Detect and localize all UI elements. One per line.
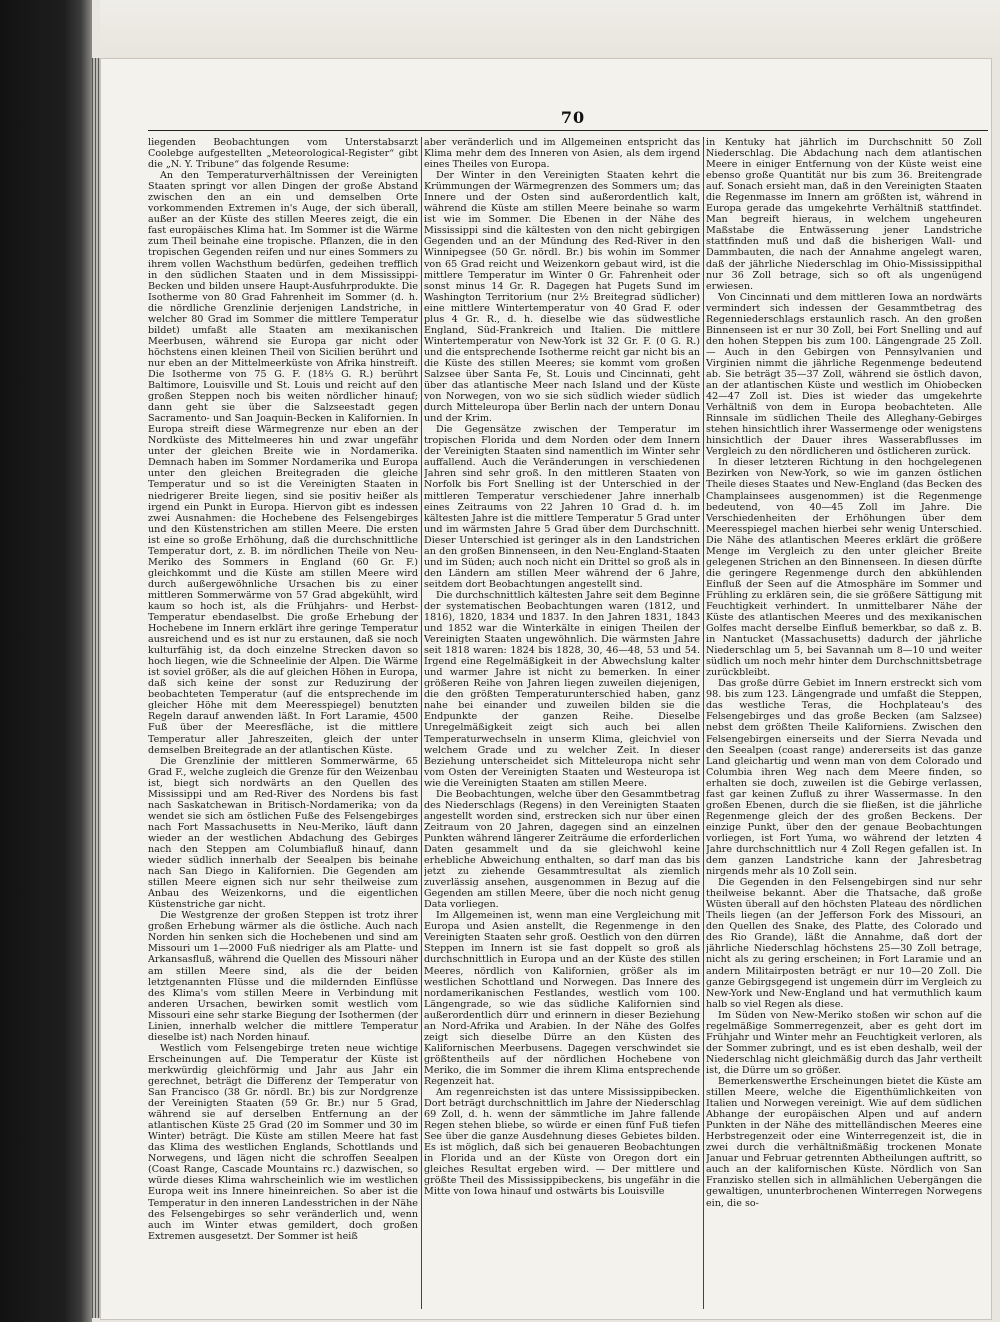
page-top-edge <box>100 0 1000 58</box>
column-divider <box>421 137 422 1309</box>
adjacent-page-edge <box>990 132 1000 1232</box>
paragraph: Das große dürre Gebiet im Innern erstreckt sich vom 98. bis zum 123. Längengrade und umfaßt die Steppen, das westliche Teras, die Hochplateau's des Felsengebirges und das große Becken (am Salzsee) nebst dem größten Theile Kaliforniens. Zwischen den Felsengebirgen einerseits und der Sierra Nevada und den Seealpen (coast range) andererseits ist das ganze Land gleichartig und wenn man von dem Colorado und Columbia ihren Weg nach dem Meere finden, so erhalten sie doch, zuweilen ist die Gebirge verlassen, fast gar keinen Zufluß zu ihrer Wassermasse. In den großen Ebenen, durch die sie fließen, ist die jährliche Regenmenge gleich der des großen Beckens. Der einzige Punkt, über den der genaue Beobachtungen vorliegen, ist Fort Yuma, wo während der letzten 4 Jahre durchschnittlich nur 4 Zoll Regen gefallen ist. In dem ganzen Landstriche kann der Jahresbetrag nirgends mehr als 10 Zoll sein. <box>706 678 982 878</box>
header-rule <box>148 130 988 131</box>
page-number: 70 <box>560 108 586 127</box>
book-binding <box>0 0 92 1322</box>
paragraph: Die Gegensätze zwischen der Temperatur im tropischen Florida und dem Norden oder dem Innern der Vereinigten Staaten sind namentlich im Winter sehr auffallend. Auch die Veränderungen in verschiedenen Jahren sind sehr groß. In den mittleren Staaten von Norfolk bis Fort Snelling ist der Unterschied in der mittleren Temperatur verschiedener Jahre innerhalb eines Zeitraums von 22 Jahren 10 Grad d. h. im kältesten Jahre ist die mittlere Temperatur 5 Grad unter und im wärmsten Jahre 5 Grad über dem Durchschnitt. Dieser Unterschied ist geringer als in den Landstrichen an den großen Binnenseen, in den Neu-England-Staaten und im Süden; auch noch nicht ein Drittel so groß als in den Ländern am stillen Meer während der 6 Jahre, seitdem dort Beobachtungen angestellt sind. <box>424 424 700 590</box>
paragraph: Die durchschnittlich kältesten Jahre seit dem Beginne der systematischen Beobachtungen waren (1812, und 1816), 1820, 1834 und 1837. In den Jahren 1831, 1843 und 1852 war die Winterkälte in einigen Theilen der Vereinigten Staaten ungewöhnlich. Die wärmsten Jahre seit 1818 waren: 1824 bis 1828, 30, 46—48, 53 und 54. Irgend eine Regelmäßigkeit in der Abwechslung kalter und warmer Jahre ist nicht zu bemerken. In einer größeren Reihe von Jahren liegen zuweilen diejenigen, die den größten Temperaturunterschied haben, ganz nahe bei einander und zuweilen bilden sie die Endpunkte der ganzen Reihe. Dieselbe Unregelmäßigkeit zeigt sich auch bei allen Temperaturwechseln in unserm Klima, gleichviel von welchem Grade und zu welcher Zeit. In dieser Beziehung unterscheidet sich Mitteleuropa nicht sehr vom Osten der Vereinigten Staaten und Westeuropa ist wie die Vereinigten Staaten am stillen Meere. <box>424 589 700 789</box>
text-column-2 <box>424 137 700 1317</box>
text-column-3 <box>706 137 982 1317</box>
paragraph: Westlich vom Felsengebirge treten neue wichtige Erscheinungen auf. Die Temperatur der Küste ist merkwürdig gleichförmig und Jahr aus Jahr ein gerechnet, beträgt die Differenz der Temperatur von San Francisco (38 Gr. nördl. Br.) bis zur Nordgrenze der Vereinigten Staaten (59 Gr. Br.) nur 5 Grad, während sie auf derselben Entfernung an der atlantischen Küste 25 Grad (20 im Sommer und 30 im Winter) beträgt. Die Küste am stillen Meere hat fast das Klima des westlichen Englands, Schottlands und Norwegens, und lägen nicht die schroffen Seealpen (Coast Range, Cascade Mountains rc.) dazwischen, so würde dieses Klima wahrscheinlich wie im westlichen Europa weit ins Innere hineinreichen. So aber ist die Temperatur in den inneren Landesstrichen in der Nähe des Felsengebirges so sehr veränderlich und, wenn auch im Winter etwas gemildert, doch großen Extremen ausgesetzt. Der Sommer ist heiß <box>148 1042 418 1242</box>
paragraph: In dieser letzteren Richtung in den hochgelegenen Bezirken von New-York, so wie im ganzen östlichen Theile dieses Staates und New-England (das Becken des Champlainsees ausgenommen) ist die Regenmenge bedeutend, von 40—45 Zoll im Jahre. Die Verschiedenheiten der Erhöhungen über dem Meeresspiegel machen hierbei sehr wenig Unterschied. Die Nähe des atlantischen Meeres erklärt die größere Menge im Vergleich zu den unter gleicher Breite gelegenen Strichen an den Binnenseen. In diesen dürfte die geringere Regenmenge durch den abkühlenden Einfluß der Seen auf die Atmosphäre im Sommer und Frühling zu erklären sein, die sie größere Sättigung mit Feuchtigkeit verhindert. In unmittelbarer Nähe der Küste des atlantischen Meeres und des mexikanischen Golfes macht derselbe Einfluß bemerkbar, so daß z. B. in Nantucket (Massachusetts) dadurch der jährliche Niederschlag um 5, bei Savannah um 8—10 und weiter südlich um noch mehr hinter dem Durchschnittsbetrage zurückbleibt. <box>706 457 982 679</box>
paragraph: Bemerkenswerthe Erscheinungen bietet die Küste am stillen Meere, welche die Eigenthümlichkeiten von Italien und Norwegen vereinigt. Wie auf dem südlichen Abhange der europäischen Alpen und auf andern Punkten in der Nähe des mittelländischen Meeres eine Herbstregenzeit oder eine Winterregenzeit ist, die in zwei durch die verhältnißmäßig trockenen Monate Januar und Februar getrennten Abtheilungen auftritt, so auch an der kalifornischen Küste. Nördlich von San Franzisko stellen sich in allmählichen Uebergängen die gewaltigen, ununterbrochenen Winterregen Norwegens ein, die so- <box>706 1075 982 1209</box>
paragraph: Von Cincinnati und dem mittleren Iowa an nordwärts vermindert sich indessen der Gesammtbetrag des Regenniederschlags erstaunlich rasch. An den großen Binnenseen ist er nur 30 Zoll, bei Fort Snelling und auf den hohen Steppen bis zum 100. Längengrade 25 Zoll. — Auch in den Gebirgen von Pennsylvanien und Virginien nimmt die jährliche Regenmenge bedeutend ab. Sie beträgt 35—37 Zoll, während sie östlich davon, an der atlantischen Küste und westlich im Ohiobecken 42—47 Zoll ist. Dies ist wieder das umgekehrte Verhältniß von dem in Europa beobachteten. Alle Rinnsale im südlichen Theile des Alleghany-Gebirges stehen hinsichtlich ihrer Wassermenge oder wenigstens hinsichtlich der Dauer ihres Wasserabflusses im Vergleich zu den nördlicheren und östlicheren zurück. <box>706 291 982 458</box>
page-gutter <box>92 58 100 1318</box>
paragraph: in Kentuky hat jährlich im Durchschnitt 50 Zoll Niederschlag. Die Abdachung nach dem atlantischen Meere in einiger Entfernung von der Küste weist eine ebenso große Quantität nur bis zum 36. Breitengrade auf. Sonach ersieht man, daß in den Vereinigten Staaten die Regenmasse im Innern am größten ist, während in Europa gerade das umgekehrte Verhältniß stattfindet. Man begreift hieraus, in welchem ungeheuren Maßstabe die Entwässerung jener Landstriche stattfinden muß und daß die bisherigen Wall- und Dammbauten, die nach der Annahme angelegt waren, daß der jährliche Niederschlag im Ohio-Mississippithal nur 36 Zoll betrage, sich so oft als ungenügend erwiesen. <box>706 137 982 292</box>
text-column-1 <box>148 137 418 1317</box>
paragraph: Die Westgrenze der großen Steppen ist trotz ihrer großen Erhebung wärmer als die östliche. Auch nach Norden hin senken sich die Hochebenen und sind am Missouri um 1—2000 Fuß niedriger als am Platte- und Arkansasfluß, während die Quellen des Missouri näher am stillen Meere sind, als die der beiden letztgenannten Flüsse und die mildernden Einflüsse des Klima's vom stillen Meere in Verbindung mit anderen Ursachen, bewirken somit westlich vom Missouri eine sehr starke Biegung der Isothermen (der Linien, innerhalb welcher die mittlere Temperatur dieselbe ist) nach Norden hinauf. <box>148 910 418 1043</box>
paragraph: Die Beobachtungen, welche über den Gesammtbetrag des Niederschlags (Regens) in den Vereinigten Staaten angestellt worden sind, erstrecken sich nur über einen Zeitraum von 20 Jahren, dagegen sind an einzelnen Punkten während längerer Zeiträume die erforderlichen Daten gesammelt und da sie gleichwohl keine erhebliche Abweichung enthalten, so darf man das bis jetzt zu ziehende Gesammtresultat als ziemlich zuverlässig ansehen, ausgenommen in Bezug auf die Gegenden am stillen Meere, über die noch nicht genug Data vorliegen. <box>424 788 700 911</box>
column-divider <box>703 137 704 1309</box>
paragraph: Der Winter in den Vereinigten Staaten kehrt die Krümmungen der Wärmegrenzen des Sommers um; das Innere und der Osten sind außerordentlich kalt, während die Küste am stillen Meere beinahe so warm ist wie im Sommer. Die Ebenen in der Nähe des Mississippi sind die kältesten von den nicht gebirgigen Gegenden und an der Mündung des Red-River in den Winnipegsee (50 Gr. nördl. Br.) bis wohin im Sommer von 65 Grad reicht und Weizenkorn gebaut wird, ist die mittlere Temperatur im Winter 0 Gr. Fahrenheit oder sonst minus 14 Gr. R. Dagegen hat Pugets Sund im Washington Territorium (nur 2½ Breitegrad südlicher) eine mittlere Wintertemperatur von 40 Grad F. oder plus 4 Gr. R., d. h. dieselbe wie das südwestliche England, Süd-Frankreich und Italien. Die mittlere Wintertemperatur von New-York ist 32 Gr. F. (0 G. R.) und die entsprechende Isotherme reicht gar nicht bis an die Küste des stillen Meeres; sie kommt vom großen Salzsee über Santa Fe, St. Louis und Cincinnati, geht über das atlantische Meer nach Island und der Küste von Norwegen, von wo sie sich südlich wieder südlich durch Mitteleuropa über Berlin nach der untern Donau und der Krim. <box>424 170 700 425</box>
paragraph: Im Süden von New-Meriko stoßen wir schon auf die regelmäßige Sommerregenzeit, aber es geht dort im Frühjahr und Winter mehr an Feuchtigkeit verloren, als der Sommer zubringt, und es ist eben deshalb, weil der Niederschlag nicht gleichmäßig durch das Jahr vertheilt ist, die Dürre um so größer. <box>706 1009 982 1076</box>
paragraph: Die Grenzlinie der mittleren Sommerwärme, 65 Grad F., welche zugleich die Grenze für den Weizenbau ist, biegt sich nordwärts an den Quellen des Mississippi und am Red-River des Nordens bis fast nach Saskatchewan in Britisch-Nordamerika; von da wendet sie sich am östlichen Fuße des Felsengebirges nach Fort Massachusetts in Neu-Meriko, läuft dann wieder an der westlichen Abdachung des Gebirges nach den Steppen am Columbiafluß hinauf, dann wieder südlich innerhalb der Seealpen bis beinahe nach San Diego in Kalifornien. Die Gegenden am stillen Meere eignen sich nur sehr theilweise zum Anbau des Weizenkorns, und die eigentlichen Küstenstriche gar nicht. <box>148 755 418 911</box>
paragraph: Die Gegenden in den Felsengebirgen sind nur sehr theilweise bekannt. Aber die Thatsache, daß große Wüsten überall auf den höchsten Plateau des nördlichen Theils liegen (an der Jefferson Fork des Missouri, an den Quellen des Snake, des Platte, des Colorado und des Rio Grande), läßt die Annahme, daß dort der jährliche Niederschlag höchstens 25—30 Zoll betrage, nicht als zu gering erscheinen; in Fort Laramie und an andern Militairposten beträgt er nur 10—20 Zoll. Die ganze Gebirgsgegend ist ungemein dürr im Vergleich zu New-York und New-England und hat vermuthlich kaum halb so viel Regen als diese. <box>706 877 982 1010</box>
paragraph: Am regenreichsten ist das untere Mississippibecken. Dort beträgt durchschnittlich im Jahre der Niederschlag 69 Zoll, d. h. wenn der sämmtliche im Jahre fallende Regen stehen bliebe, so würde er einen fünf Fuß tiefen See über die ganze Ausdehnung dieses Gebietes bilden. Es ist möglich, daß sich bei genaueren Beobachtungen in Florida und an der Küste von Oregon dort ein gleiches Resultat ergeben wird. — Der mittlere und größte Theil des Mississippibeckens, bis ungefähr in die Mitte von Iowa hinauf und ostwärts bis Louisville <box>424 1087 700 1198</box>
paragraph: Im Allgemeinen ist, wenn man eine Vergleichung mit Europa und Asien anstellt, die Regenmenge in den Vereinigten Staaten sehr groß. Oestlich von den dürren Steppen im Innern ist sie fast doppelt so groß als durchschnittlich in Europa und an der Küste des stillen Meeres, nördlich von Kalifornien, größer als im westlichen Schottland und Norwegen. Das Innere des nordamerikanischen Festlandes, westlich vom 100. Längengrade, so wie das südliche Kalifornien sind außerordentlich dürr und erinnern in dieser Beziehung an Nord-Afrika und Arabien. In der Nähe des Golfes zeigt sich dieselbe Dürre an den Küsten des Kalifornischen Meerbusens. Dagegen verschwindet sie größtentheils auf der nördlichen Hochebene von Meriko, die im Sommer die ihrem Klima entsprechende Regenzeit hat. <box>424 910 700 1087</box>
paragraph: An den Temperaturverhältnissen der Vereinigten Staaten springt vor allen Dingen der große Abstand zwischen den an ein und demselben Orte vorkommenden Extremen in's Auge, der sich überall, außer an der Küste des stillen Meeres zeigt, die ein fast europäisches Klima hat. Im Sommer ist die Wärme zum Theil beinahe eine tropische. Pflanzen, die in den tropischen Gegenden reifen und nur eines Sommers zu ihrem vollen Wachsthum bedürfen, gedeihen trefflich in den südlichen Staaten und in dem Mississippi-Becken und bilden unsere Haupt-Ausfuhrprodukte. Die Isotherme von 80 Grad Fahrenheit im Sommer (d. h. die nördliche Grenzlinie derjenigen Landstriche, in welcher 80 Grad im Sommer die mittlere Temperatur bildet) umfaßt alle Staaten am mexikanischen Meerbusen, während sie Europa gar nicht oder höchstens einen kleinen Theil von Sicilien berührt und nur eben an der Mittelmeerküste von Afrika hinstreift. Die Isotherme von 75 G. F. (18⅓ G. R.) berührt Baltimore, Louisville und St. Louis und reicht auf den großen Steppen noch bis weiten nördlicher hinauf; dann geht sie über die Salzseestadt gegen Sacramento- und San Joaquin-Becken in Kalifornien. In Europa streift diese Wärmegrenze nur eben an der Nordküste des Mittelmeeres hin und zwar ungefähr unter der gleichen Breite wie in Nordamerika. Demnach haben im Sommer Nordamerika und Europa unter den gleichen Breitegraden die gleiche Temperatur und so ist die Vereinigten Staaten in niedrigerer Breite liegen, sind sie positiv heißer als irgend ein Punkt in Europa. Hiervon gibt es indessen zwei Ausnahmen: die Hochebene des Felsengebirges und den Küstenstrichen am stillen Meere. Die ersten ist eine so große Erhöhung, daß die durchschnittliche Temperatur dort, z. B. im nördlichen Theile von Neu-Meriko des Sommers in England (60 Gr. F.) gleichkommt und die Küste am stillen Meere wird durch außergewöhnliche Ursachen bis zu einer mittleren Sommerwärme von 57 Grad abgekühlt, wird kaum so hoch ist, als die Frühjahrs- und Herbst-Temperatur ebendaselbst. Die große Erhebung der Hochebene im Innern erklärt ihre geringe Temperatur ausreichend und es ist nur zu erstaunen, daß sie noch kulturfähig ist, da doch einzelne Strecken davon so hoch liegen, wie die Schneelinie der Alpen. Die Wärme ist soviel größer, als die auf gleichen Höhen in Europa, daß sich keine der sonst zur Reduzirung der beobachteten Temperatur (auf die entsprechende im gleicher Höhe mit dem Meeresspiegel) benutzten Regeln darauf anwenden läßt. In Fort Laramie, 4500 Fuß über der Meeresfläche, ist die mittlere Temperatur aller Jahreszeiten, gleich der unter demselben Breitegrade an der atlantischen Küste. <box>148 170 418 756</box>
paragraph: liegenden Beobachtungen vom Unterstabsarzt Coolebge aufgestellten „Meteorological-Register“ gibt die „N. Y. Tribune“ das folgende Resume: <box>148 137 418 171</box>
paragraph: aber veränderlich und im Allgemeinen entspricht das Klima mehr dem des Inneren von Asien, als dem irgend eines Theiles von Europa. <box>424 137 700 171</box>
